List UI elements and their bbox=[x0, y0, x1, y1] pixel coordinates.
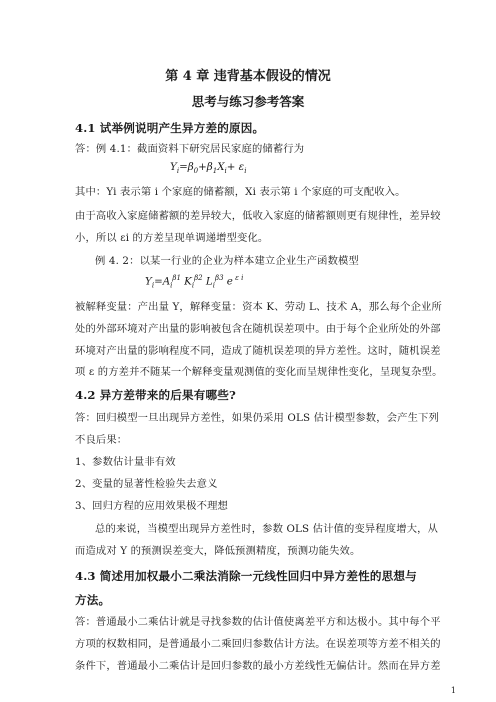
chapter-title: 第 4 章 违背基本假设的情况 bbox=[165, 69, 331, 84]
s43-line-1: 答：普通最小二乘估计就是寻找参数的估计值使离差平方和达极小。其中每个平 bbox=[75, 616, 441, 628]
s42-line-5: 3、回归方程的应用效果极不理想 bbox=[75, 500, 228, 512]
section-4-2-heading: 4.2 异方差带来的后果有哪些? bbox=[75, 388, 236, 402]
section-4-3-heading: 4.3 简述用加权最小二乘法消除一元线性回归中异方差性的思想与 bbox=[75, 569, 417, 583]
s42-line-1: 答：回归模型一旦出现异方差性，如果仍采用 OLS 估计模型参数，会产生下列 bbox=[75, 412, 439, 424]
section-4-1-heading: 4.1 试举例说明产生异方差的原因。 bbox=[75, 121, 265, 135]
s41-line-9: 项 ε 的方差并不随某一个解释变量观测值的变化而呈规律性变化，呈现复杂型。 bbox=[75, 366, 443, 378]
s41-line-5: 例 4. 2：以某一行业的企业为样本建立企业生产函数模型 bbox=[95, 255, 359, 267]
s42-line-2: 不良后果： bbox=[75, 434, 128, 446]
s43-line-3: 条件下，普通最小二乘估计是回归参数的最小方差线性无偏估计。然而在异方差 bbox=[75, 660, 441, 672]
s41-line-3: 由于高收入家庭储蓄额的差异较大，低收入家庭的储蓄额则更有规律性，差异较 bbox=[75, 210, 441, 222]
s41-line-8: 环境对产出量的影响程度不同，造成了随机误差项的异方差性。这时，随机误差 bbox=[75, 345, 441, 357]
s42-line-6: 总的来说，当模型出现异方差性时，参数 OLS 估计值的变异程度增大，从 bbox=[95, 523, 439, 535]
s41-line-4: 小，所以 εi 的方差呈现单调递增型变化。 bbox=[75, 232, 269, 244]
s42-line-4: 2、变量的显著性检验失去意义 bbox=[75, 478, 218, 490]
page-subtitle: 思考与练习参考答案 bbox=[191, 94, 305, 109]
s41-formula-savings: $Y_i=\beta_0+\beta_1X_i+ \varepsilon_i$ bbox=[170, 161, 247, 176]
s41-line-7: 处的外部环境对产出量的影响被包含在随机误差项中。由于每个企业所处的外部 bbox=[75, 323, 441, 335]
section-4-3-heading-cont: 方法。 bbox=[75, 593, 111, 607]
s41-line-1: 答：例 4.1：截面资料下研究居民家庭的储蓄行为 bbox=[75, 143, 305, 155]
s41-line-6: 被解释变量：产出量 Y，解释变量：资本 K、劳动 L、技术 A，那么每个企业所 bbox=[75, 301, 442, 313]
s43-line-2: 方项的权数相同，是普通最小二乘回归参数估计方法。在误差项等方差不相关的 bbox=[75, 638, 441, 650]
s41-line-2: 其中：Yi 表示第 i 个家庭的储蓄额，Xi 表示第 i 个家庭的可支配收入。 bbox=[75, 186, 406, 198]
s42-line-3: 1、参数估计量非有效 bbox=[75, 456, 176, 468]
page-number: 1 bbox=[450, 686, 456, 695]
s41-formula-production: $Y_i=A_i^{\beta 1}$ $K_i^{\beta 2}$ $L_i^{\beta 3}$ e $^{\varepsilon i}$ bbox=[145, 274, 244, 290]
s42-line-7: 而造成对 Y 的预测误差变大，降低预测精度，预测功能失效。 bbox=[75, 545, 361, 557]
